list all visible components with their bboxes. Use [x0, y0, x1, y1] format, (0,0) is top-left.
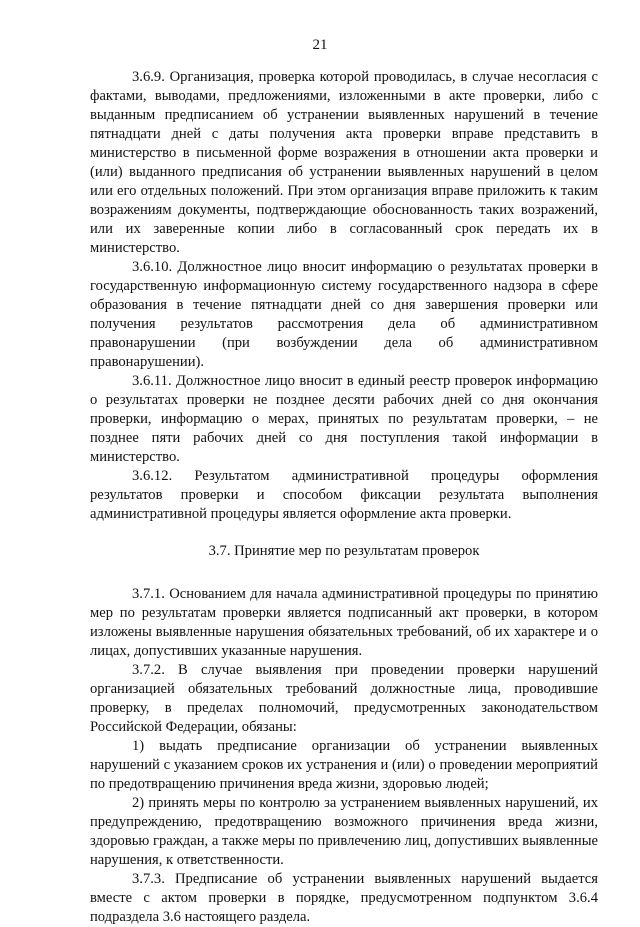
- paragraph-3-6-11: 3.6.11. Должностное лицо вносит в единый реестр проверок информацию о результатах проверки не позднее десяти рабочих дней со дня окончания проверки, информацию о мерах, принятых по результатам проверки, – не позднее пяти рабочих дней со дня поступления такой информации в министерство.: [90, 373, 598, 465]
- section-title: 3.7. Принятие мер по результатам проверок: [208, 543, 480, 559]
- list-item-2: 2) принять меры по контролю за устранением выявленных нарушений, их предупреждению, предотвращению возможного причинения вреда жизни, здоровью граждан, а также меры по привлечению лиц, допустивших выявленные нарушения, к ответственности.: [90, 795, 598, 868]
- paragraph-3-7-2: 3.7.2. В случае выявления при проведении проверки нарушений организацией обязательных требований должностные лица, проводившие проверку, в пределах полномочий, предусмотренных законодательством Российской Федерации, обязаны:: [90, 662, 598, 735]
- list-item-1: 1) выдать предписание организации об устранении выявленных нарушений с указанием сроков их устранения и (или) о проведении мероприятий по предотвращению причинения вреда жизни, здоровью людей;: [90, 738, 598, 792]
- document-body: [90, 68, 598, 927]
- page-number: 21: [312, 37, 328, 53]
- paragraph-3-6-12: 3.6.12. Результатом административной процедуры оформления результатов проверки и способом фиксации результата выполнения административной процедуры является оформление акта проверки.: [90, 468, 598, 522]
- paragraph-3-7-1: 3.7.1. Основанием для начала административной процедуры по принятию мер по результатам проверки является подписанный акт проверки, в котором изложены выявленные нарушения обязательных требований, об их характере и о лицах, допустивших указанные нарушения.: [90, 586, 598, 659]
- paragraph-3-6-9: 3.6.9. Организация, проверка которой проводилась, в случае несогласия с фактами, выводами, предложениями, изложенными в акте проверки, либо с выданным предписанием об устранении выявленных нарушений в течение пятнадцати дней с даты получения акта проверки вправе представить в министерство в письменной форме возражения в отношении акта проверки и (или) выданного предписания об устранении выявленных нарушений в целом или его отдельных положений. При этом организация вправе приложить к таким возражениям документы, подтверждающие обоснованность таких возражений, или их заверенные копии либо в согласованный срок передать их в министерство.: [90, 69, 598, 256]
- paragraph-3-7-3: 3.7.3. Предписание об устранении выявленных нарушений выдается вместе с актом проверки в порядке, предусмотренном подпунктом 3.6.4 подраздела 3.6 настоящего раздела.: [90, 871, 598, 925]
- paragraph-3-6-10: 3.6.10. Должностное лицо вносит информацию о результатах проверки в государственную информационную систему государственного надзора в сфере образования в течение пятнадцати дней со дня завершения проверки или получения результатов рассмотрения дела об административном правонарушении (при возбуждении дела об административном правонарушении).: [90, 259, 598, 370]
